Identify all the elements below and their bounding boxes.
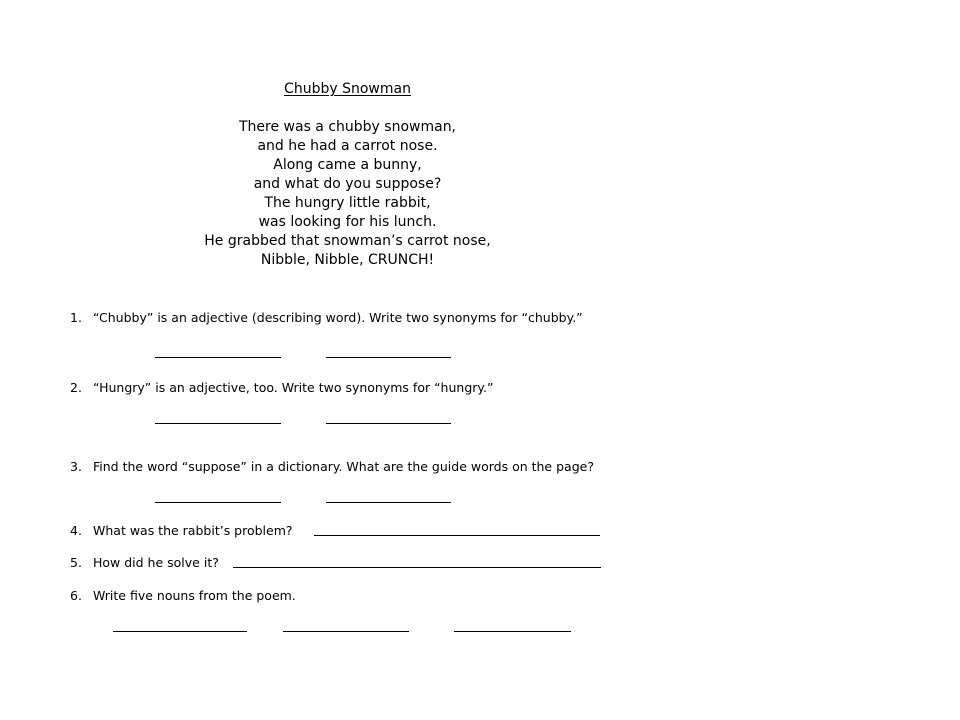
answer-blank-5[interactable] <box>233 567 601 568</box>
answer-blank-2b[interactable] <box>326 423 451 424</box>
answer-blank-1b[interactable] <box>326 357 451 358</box>
question-number: 6. <box>70 588 82 603</box>
question-text: Write five nouns from the poem. <box>93 588 296 603</box>
poem-line: He grabbed that snowman’s carrot nose, <box>204 233 491 249</box>
poem-line: Along came a bunny, <box>273 157 422 173</box>
poem-line: Nibble, Nibble, CRUNCH! <box>260 252 435 268</box>
poem <box>0 118 695 270</box>
question-number: 2. <box>70 380 82 395</box>
question-1 <box>70 310 583 326</box>
poem-line: and what do you suppose? <box>253 176 442 192</box>
question-3 <box>70 459 594 475</box>
question-text: What was the rabbit’s problem? <box>93 523 293 538</box>
answer-blank-1a[interactable] <box>155 357 281 358</box>
question-text: “Hungry” is an adjective, too. Write two synonyms for “hungry.” <box>93 380 494 395</box>
question-number: 3. <box>70 459 82 474</box>
question-number: 4. <box>70 523 82 538</box>
poem-line: and he had a carrot nose. <box>257 138 438 154</box>
question-text: How did he solve it? <box>93 555 219 570</box>
answer-blank-3a[interactable] <box>155 502 281 503</box>
answer-blank-6a[interactable] <box>113 631 247 632</box>
answer-blank-2a[interactable] <box>155 423 281 424</box>
question-4 <box>70 523 293 539</box>
answer-blank-6b[interactable] <box>283 631 409 632</box>
question-text: “Chubby” is an adjective (describing word). Write two synonyms for “chubby.” <box>93 310 583 325</box>
question-2 <box>70 380 493 396</box>
worksheet-title: Chubby Snowman <box>284 81 411 97</box>
poem-line: was looking for his lunch. <box>258 214 437 230</box>
question-number: 1. <box>70 310 82 325</box>
answer-blank-3b[interactable] <box>326 502 451 503</box>
question-number: 5. <box>70 555 82 570</box>
question-5 <box>70 555 219 571</box>
answer-blank-6c[interactable] <box>454 631 571 632</box>
poem-line: There was a chubby snowman, <box>238 119 457 135</box>
poem-line: The hungry little rabbit, <box>264 195 431 211</box>
answer-blank-4[interactable] <box>314 535 600 536</box>
question-6 <box>70 588 296 604</box>
question-text: Find the word “suppose” in a dictionary. What are the guide words on the page? <box>93 459 594 474</box>
